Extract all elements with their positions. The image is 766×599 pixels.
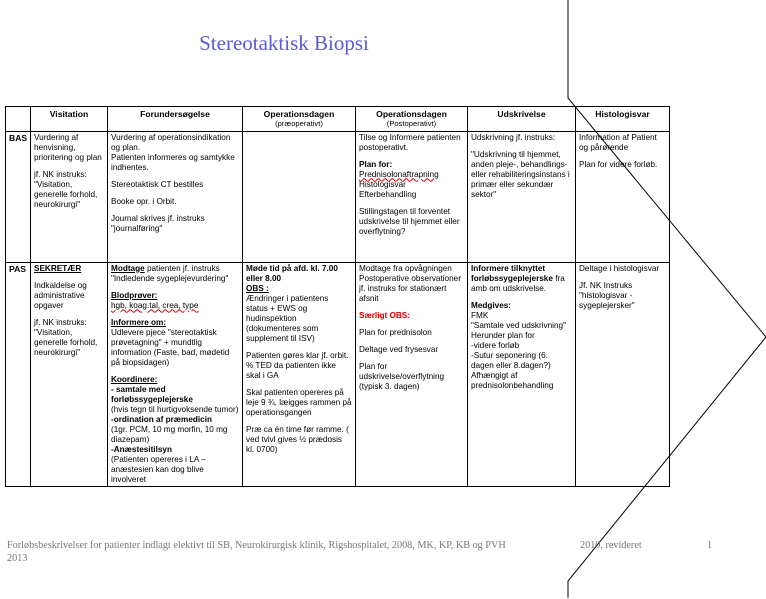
- cell-bas-forundersogelse: Vurdering af operationsindikation og plan. Patienten informeres og samtykke indhentes. Stereotaktisk CT bestilles Booke opr. i Orbit. Journal skrives jf. instruks "journalføring": [108, 131, 243, 262]
- page-number: 1: [707, 540, 713, 551]
- cell-bas-histologisvar: Information af Patient og pårørende Plan for videre forløb.: [576, 131, 670, 262]
- cell-bas-praeop: [243, 131, 356, 262]
- cell-pas-visitation: SEKRETÆR Indkaldelse og administrative opgaver jf. NK instruks: "Visitation, generelle forhold, neurokirurgi": [31, 262, 108, 486]
- header-udskrivelse: Udskrivelse: [468, 107, 576, 132]
- row-bas: [6, 131, 670, 262]
- cell-pas-forundersogelse: Modtage patienten jf. instruks "Indledende sygeplejevurdering" Blodprøver: hgb, koag.tal, crea, type Informere om: Udlevere pjece "stereotaktisk prøvetagning" + mundtlig information (Faste, bad, mødetid på biopsidagen) Koordinere: - samtale med forløbssygeplejerske (hvis tegn til hurtigvoksende tumor) -ordination af præmedicin (1gr. PCM, 10 mg morfin, 10 mg diazepam) -Anæstesitilsyn (Patienten opereres i LA – anæstesien kan dog blive involveret: [108, 262, 243, 486]
- footer-line2: 2013: [7, 552, 28, 564]
- page-title: Stereotaktisk Biopsi: [199, 31, 369, 55]
- header-operationsdagen-praeop: Operationsdagen (præoperativt): [243, 107, 356, 132]
- row-label-bas: BAS: [6, 131, 31, 262]
- cell-pas-postop: Modtage fra opvågningen Postoperative observationer jf. instruks for stationært afsnit Særligt OBS: Plan for prednisolon Deltage ved frysesvar Plan for udskrivelse/overflytning (typisk 3. dagen): [356, 262, 468, 486]
- header-visitation: Visitation: [31, 107, 108, 132]
- cell-bas-visitation: Vurdering af henvisning, prioritering og plan jf. NK instruks: "Visitation, generelle forhold, neurokirurgi": [31, 131, 108, 262]
- cell-pas-histologisvar: Deltage i histologisvar Jf. NK Instruks "histologisvar - sygeplejersker": [576, 262, 670, 486]
- process-table: [5, 106, 670, 487]
- row-label-pas: PAS: [6, 262, 31, 486]
- header-operationsdagen-postop: Operationsdagen (Postoperativt): [356, 107, 468, 132]
- footer: [7, 540, 725, 566]
- cell-pas-udskrivelse: Informere tilknyttet forløbssygeplejerske fra amb om udskrivelse. Medgives: FMK "Samtale ved udskrivning" Herunder plan for -videre forløb -Sutur seponering (6. dagen eller 8.dagen?) Afhængigt af prednisolonbehandling: [468, 262, 576, 486]
- row-pas: [6, 262, 670, 486]
- cell-bas-postop: Tilse og Informere patienten postoperativt. Plan for: Prednisolonaftrapning Histologisvar Efterbehandling Stillingstagen til forventet udskrivelse til hjemmet eller overflytning?: [356, 131, 468, 262]
- header-corner: [6, 107, 31, 132]
- header-histologisvar: Histologisvar: [576, 107, 670, 132]
- footer-year: 2010, revideret: [580, 540, 642, 551]
- footer-text: Forløbsbeskrivelser for patienter indlagt elektivt til SB, Neurokirurgisk klinik, Rigshospitalet, 2008, MK, KP, KB og PVH: [7, 540, 506, 551]
- cell-bas-udskrivelse: Udskrivning jf. instruks: "Udskrivning til hjemmet, anden pleje-, behandlings- eller rehabiliteringsinstans i primær eller sekundær sektor": [468, 131, 576, 262]
- header-row: [6, 107, 670, 132]
- header-forundersogelse: Forundersøgelse: [108, 107, 243, 132]
- cell-pas-praeop: Møde tid på afd. kl. 7.00 eller 8.00 OBS : Ændringer i patientens status + EWS og hudinspektion (dokumenteres som supplement til ISV) Patienten gøres klar jf. orbit. % TED da patienten ikke skal i GA Skal patienten opereres på leje 9 ¾, læigges rammen på operationsgangen Præ ca én time før ramme. ( ved tvivl gives ½ prædosis kl. 0700): [243, 262, 356, 486]
